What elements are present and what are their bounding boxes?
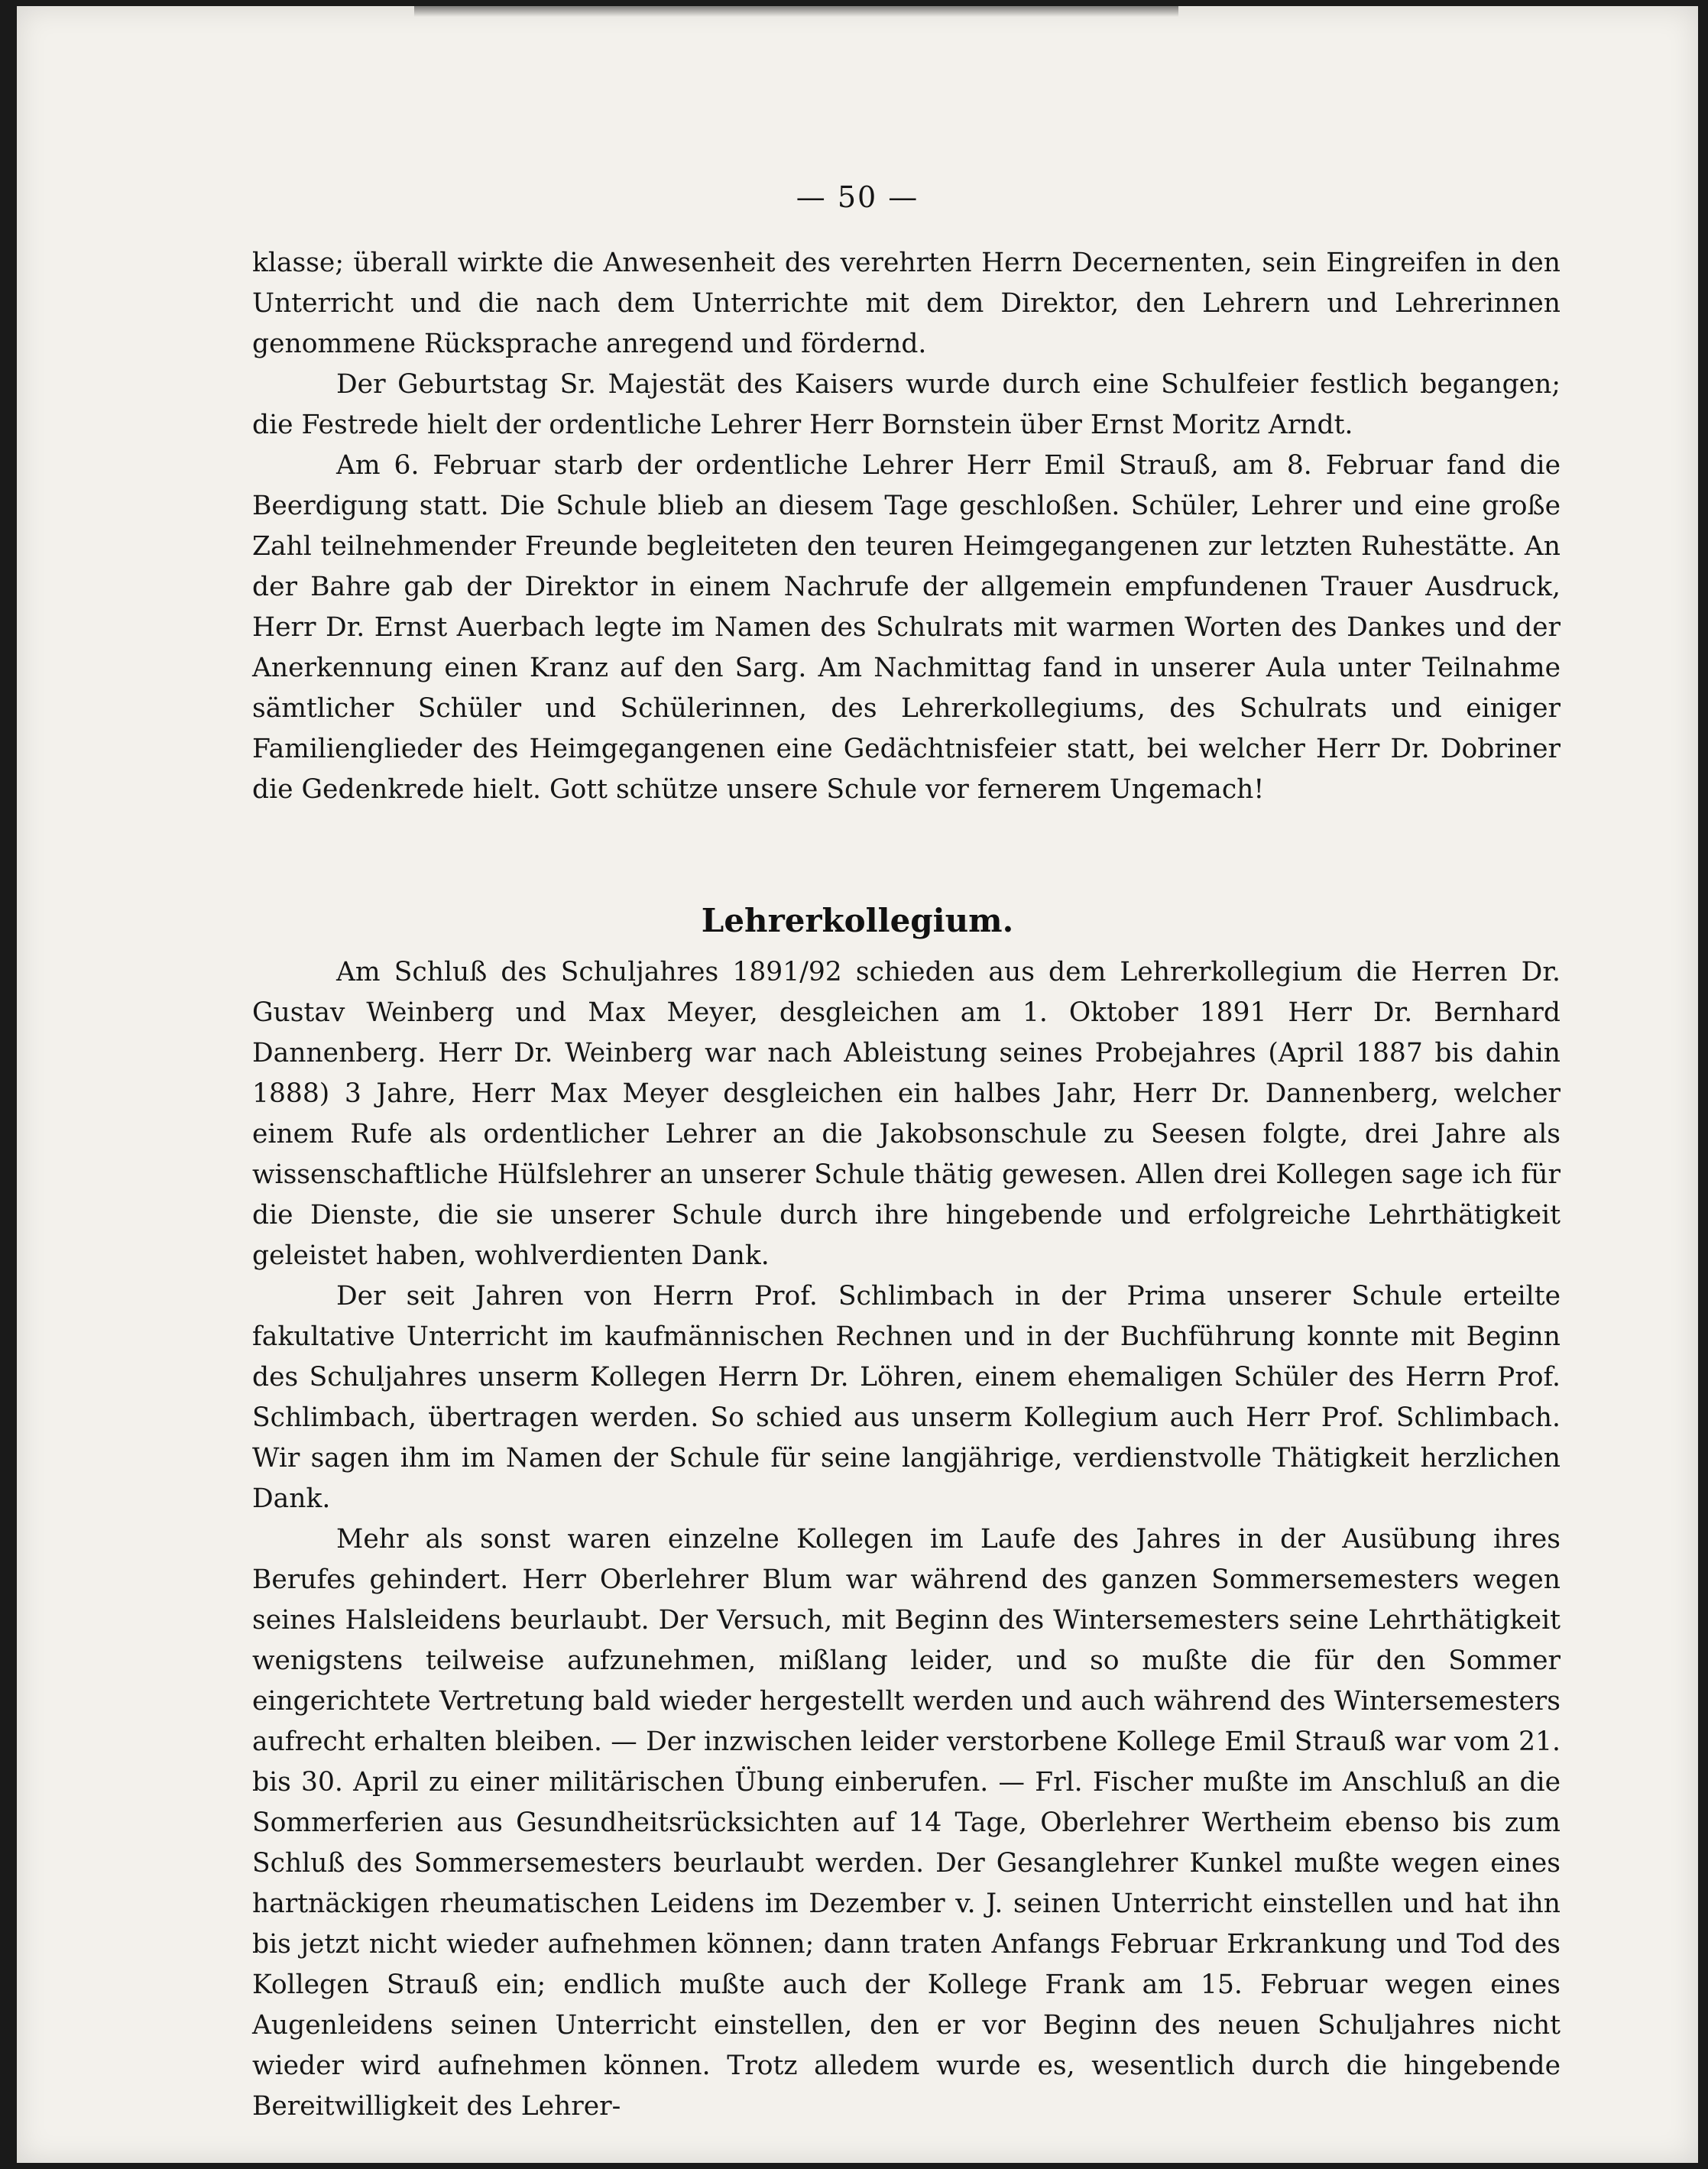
book-page (17, 6, 1698, 2163)
section-heading: Lehrerkollegium. (701, 902, 1014, 939)
paragraph-birthday: Der Geburtstag Sr. Majestät des Kaisers wurde durch eine Schulfeier festlich begangen; die Festrede hielt der ordentliche Lehrer Herr Bornstein über Ernst Moritz Arndt. (252, 369, 1561, 440)
paragraph-departures: Am Schluß des Schuljahres 1891/92 schieden aus dem Lehrerkollegium die Herren Dr. Gustav Weinberg und Max Meyer, desgleichen am 1. Oktober 1891 Herr Dr. Bernhard Dannenberg. Herr Dr. Weinberg war nach Ableistung seines Probejahres (April 1887 bis dahin 1888) 3 Jahre, Herr Max Meyer desgleichen ein halbes Jahr, Herr Dr. Dannenberg, welcher einem Rufe als ordentlicher Lehrer an die Jakobsonschule zu Seesen folgte, drei Jahre als wissenschaftliche Hülfslehrer an unserer Schule thätig gewesen. Allen drei Kollegen sage ich für die Dienste, die sie unserer Schule durch ihre hingebende und erfolgreiche Lehrthätigkeit geleistet haben, wohlverdienten Dank. (252, 957, 1561, 1271)
section-lehrerkollegium (252, 952, 1561, 2127)
section-top (252, 243, 1561, 810)
paragraph-obituary: Am 6. Februar starb der ordentliche Lehrer Herr Emil Strauß, am 8. Februar fand die Beerdigung statt. Die Schule blieb an diesem Tage geschloßen. Schüler, Lehrer und eine große Zahl teilnehmender Freunde begleiteten den teuren Heimgegangenen zur letzten Ruhestätte. An der Bahre gab der Direktor in einem Nachrufe der allgemein empfundenen Trauer Ausdruck, Herr Dr. Ernst Auerbach legte im Namen des Schulrats mit warmen Worten des Dankes und der Anerkennung einen Kranz auf den Sarg. Am Nachmittag fand in unserer Aula unter Teilnahme sämtlicher Schüler und Schülerinnen, des Lehrerkollegiums, des Schulrats und einiger Familienglieder des Heimgegangenen eine Gedächtnisfeier statt, bei welcher Herr Dr. Dobriner die Gedenkrede hielt. Gott schütze unsere Schule vor fernerem Ungemach! (252, 450, 1561, 805)
paragraph-absences: Mehr als sonst waren einzelne Kollegen im Laufe des Jahres in der Ausübung ihres Berufes gehindert. Herr Oberlehrer Blum war während des ganzen Sommersemesters wegen seines Halsleidens beurlaubt. Der Versuch, mit Beginn des Wintersemesters seine Lehrthätigkeit wenigstens teilweise aufzunehmen, mißlang leider, und so mußte die für den Sommer eingerichtete Vertretung bald wieder hergestellt werden und auch während des Wintersemesters aufrecht erhalten bleiben. — Der inzwischen leider verstorbene Kollege Emil Strauß war vom 21. bis 30. April zu einer militärischen Übung einberufen. — Frl. Fischer mußte im Anschluß an die Sommerferien aus Gesundheitsrücksichten auf 14 Tage, Oberlehrer Wertheim ebenso bis zum Schluß des Sommersemesters beurlaubt werden. Der Gesanglehrer Kunkel mußte wegen eines hartnäckigen rheumatischen Leidens im Dezember v. J. seinen Unterricht einstellen und hat ihn bis jetzt nicht wieder aufnehmen können; dann traten Anfangs Februar Erkrankung und Tod des Kollegen Strauß ein; endlich mußte auch der Kollege Frank am 15. Februar wegen eines Augenleidens seinen Unterricht einstellen, den er vor Beginn des neuen Schuljahres nicht wieder wird aufnehmen können. Trotz alledem wurde es, wesentlich durch die hingebende Bereitwilligkeit des Lehrer- (252, 1524, 1561, 2122)
page-number: — 50 — (796, 180, 919, 214)
paragraph-schlimbach: Der seit Jahren von Herrn Prof. Schlimbach in der Prima unserer Schule erteilte fakultative Unterricht im kaufmännischen Rechnen und in der Buchführung konnte mit Beginn des Schuljahres unserm Kollegen Herrn Dr. Löhren, einem ehemaligen Schüler des Herrn Prof. Schlimbach, übertragen werden. So schied aus unserm Kollegium auch Herr Prof. Schlimbach. Wir sagen ihm im Namen der Schule für seine langjährige, verdienstvolle Thätigkeit herzlichen Dank. (252, 1281, 1561, 1514)
scan-edge-shadow (414, 6, 1178, 17)
paragraph-continuation: klasse; überall wirkte die Anwesenheit des verehrten Herrn Decernenten, sein Eingreifen in den Unterricht und die nach dem Unterrichte mit dem Direktor, den Lehrern und Lehrerinnen genommene Rücksprache anregend und fördernd. (252, 248, 1561, 359)
